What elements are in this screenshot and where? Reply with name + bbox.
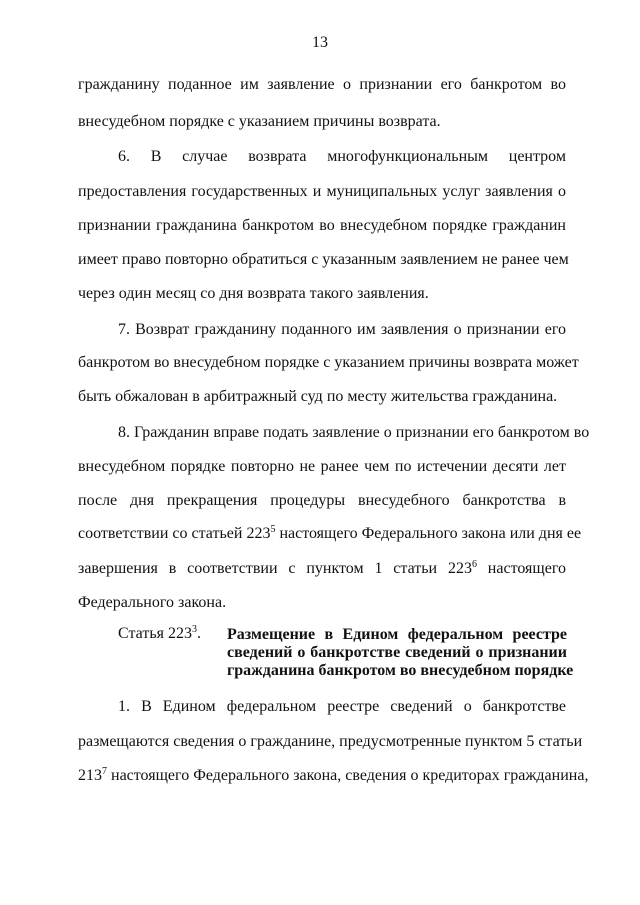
paragraph-line: гражданину поданное им заявление о признании его банкротом во [78,76,566,93]
paragraph-line: 6. В случае возврата многофункциональным центром [118,148,566,165]
paragraph-line: быть обжалован в арбитражный суд по месту жительства гражданина. [78,388,558,405]
paragraph-line: имеет право повторно обратиться с указанным заявлением не ранее чем [78,251,569,268]
article-label-dot: . [196,625,201,642]
paragraph-line: внесудебном порядке повторно не ранее чем по истечении десяти лет [78,458,566,475]
page-number: 13 [312,34,328,51]
article-label-text: Статья 223 [118,625,192,642]
text-segment: настоящего Федерального закона, сведения о кредиторах гражданина, [107,767,589,784]
text-segment: настоящего Федерального закона или дня ее [275,525,582,542]
superscript: 3 [191,624,197,635]
paragraph-line [78,766,589,786]
paragraph-line: признании гражданина банкротом во внесудебном порядке гражданин [78,217,566,234]
article-title-line: гражданина банкротом во внесудебном порядке [227,662,574,679]
text-segment: завершения в соответствии с пунктом 1 статьи 223 [78,560,472,577]
paragraph-line: 7. Возврат гражданину поданного им заявления о признании его [118,321,566,338]
article-title-line: сведений о банкротстве сведений о признании [227,644,567,661]
paragraph-line: Федерального закона. [78,594,227,611]
paragraph-line [78,524,582,544]
paragraph-line: размещаются сведения о гражданине, предусмотренные пунктом 5 статьи [78,733,583,750]
paragraph-line [78,559,566,579]
paragraph-line: после дня прекращения процедуры внесудебного банкротства в [78,492,566,509]
paragraph-line: 8. Гражданин вправе подать заявление о признании его банкротом во [118,424,590,441]
paragraph-line: предоставления государственных и муниципальных услуг заявления о [78,183,566,200]
superscript: 6 [471,559,477,570]
paragraph-line: 1. В Едином федеральном реестре сведений о банкротстве [118,698,566,715]
superscript: 5 [270,524,276,535]
paragraph-line: через один месяц со дня возврата такого заявления. [78,285,429,302]
paragraph-line: банкротом во внесудебном порядке с указанием причины возврата может [78,354,579,371]
text-segment: соответствии со статьей 223 [78,525,271,542]
text-segment: настоящего [476,560,566,577]
superscript: 7 [102,766,107,777]
paragraph-line: внесудебном порядке с указанием причины возврата. [78,113,441,130]
article-title-line: Размещение в Едином федеральном реестре [227,626,567,643]
article-label [118,625,201,643]
text-segment: 213 [78,767,102,784]
